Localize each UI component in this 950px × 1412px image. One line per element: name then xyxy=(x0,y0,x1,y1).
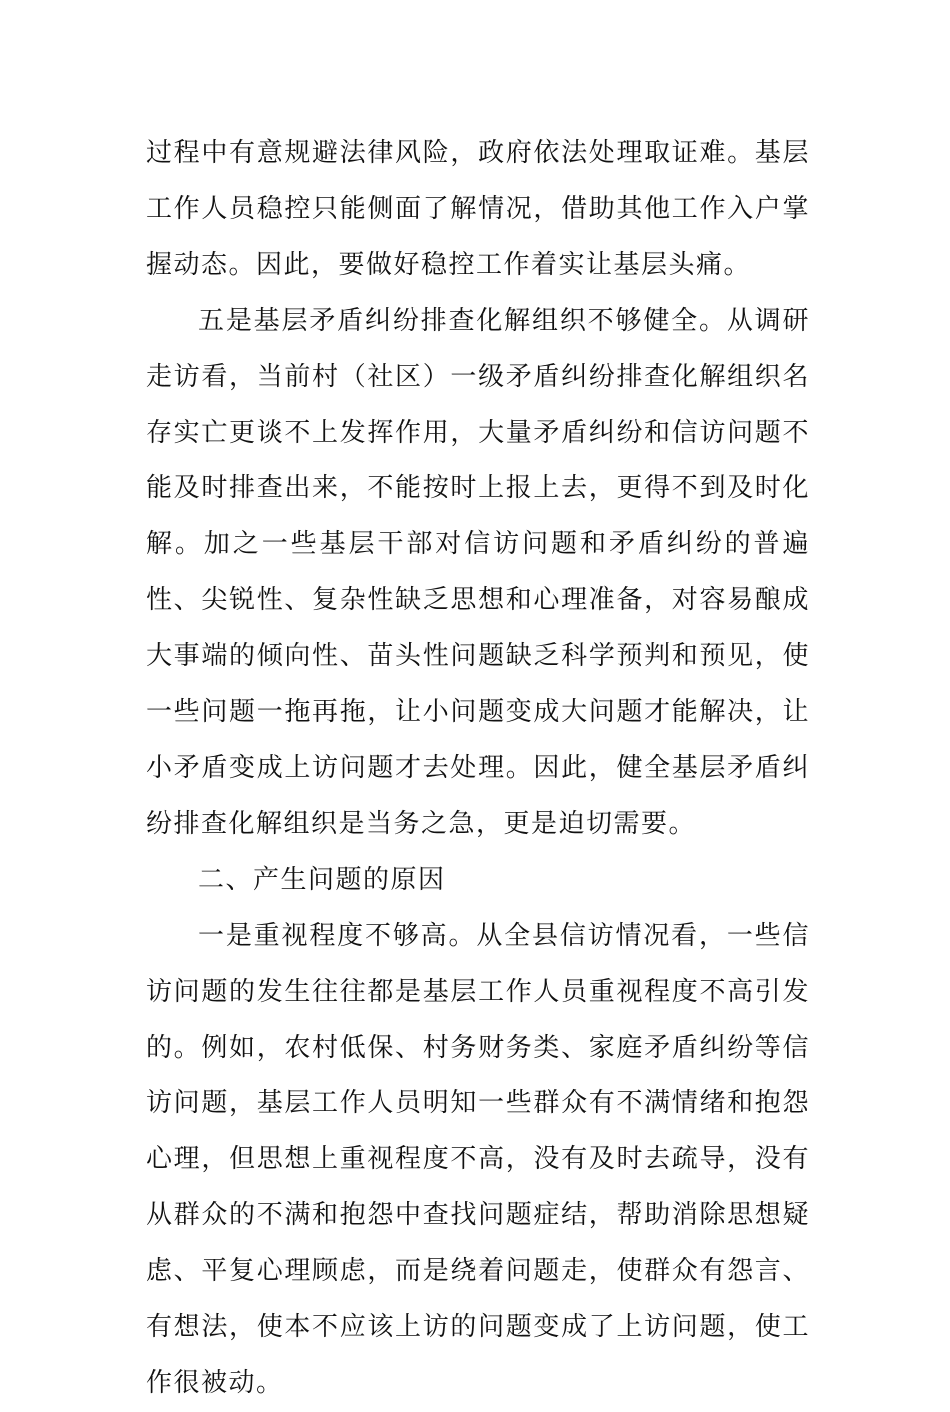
paragraph-point-one: 一是重视程度不够高。从全县信访情况看，一些信访问题的发生往往都是基层工作人员重视程度不高引发的。例如，农村低保、村务财务类、家庭矛盾纠纷等信访问题，基层工作人员明知一些群众有不满情绪和抱怨心理，但思想上重视程度不高，没有及时去疏导，没有从群众的不满和抱怨中查找问题症结，帮助消除思想疑虑、平复心理顾虑，而是绕着问题走，使群众有怨言、有想法，使本不应该上访的问题变成了上访问题，使工作很被动。 xyxy=(146,920,810,1398)
section-heading: 二、产生问题的原因 xyxy=(198,864,446,895)
body-text xyxy=(146,126,810,1412)
paragraph-continuation: 过程中有意规避法律风险，政府依法处理取证难。基层工作人员稳控只能侧面了解情况，借助其他工作入户掌握动态。因此，要做好稳控工作着实让基层头痛。 xyxy=(146,138,810,280)
paragraph-point-five: 五是基层矛盾纠纷排查化解组织不够健全。从调研走访看，当前村（社区）一级矛盾纠纷排查化解组织名存实亡更谈不上发挥作用，大量矛盾纠纷和信访问题不能及时排查出来，不能按时上报上去，更得不到及时化解。加之一些基层干部对信访问题和矛盾纠纷的普遍性、尖锐性、复杂性缺乏思想和心理准备，对容易酿成大事端的倾向性、苗头性问题缺乏科学预判和预见，使一些问题一拖再拖，让小问题变成大问题才能解决，让小矛盾变成上访问题才去处理。因此，健全基层矛盾纠纷排查化解组织是当务之急，更是迫切需要。 xyxy=(146,305,810,839)
